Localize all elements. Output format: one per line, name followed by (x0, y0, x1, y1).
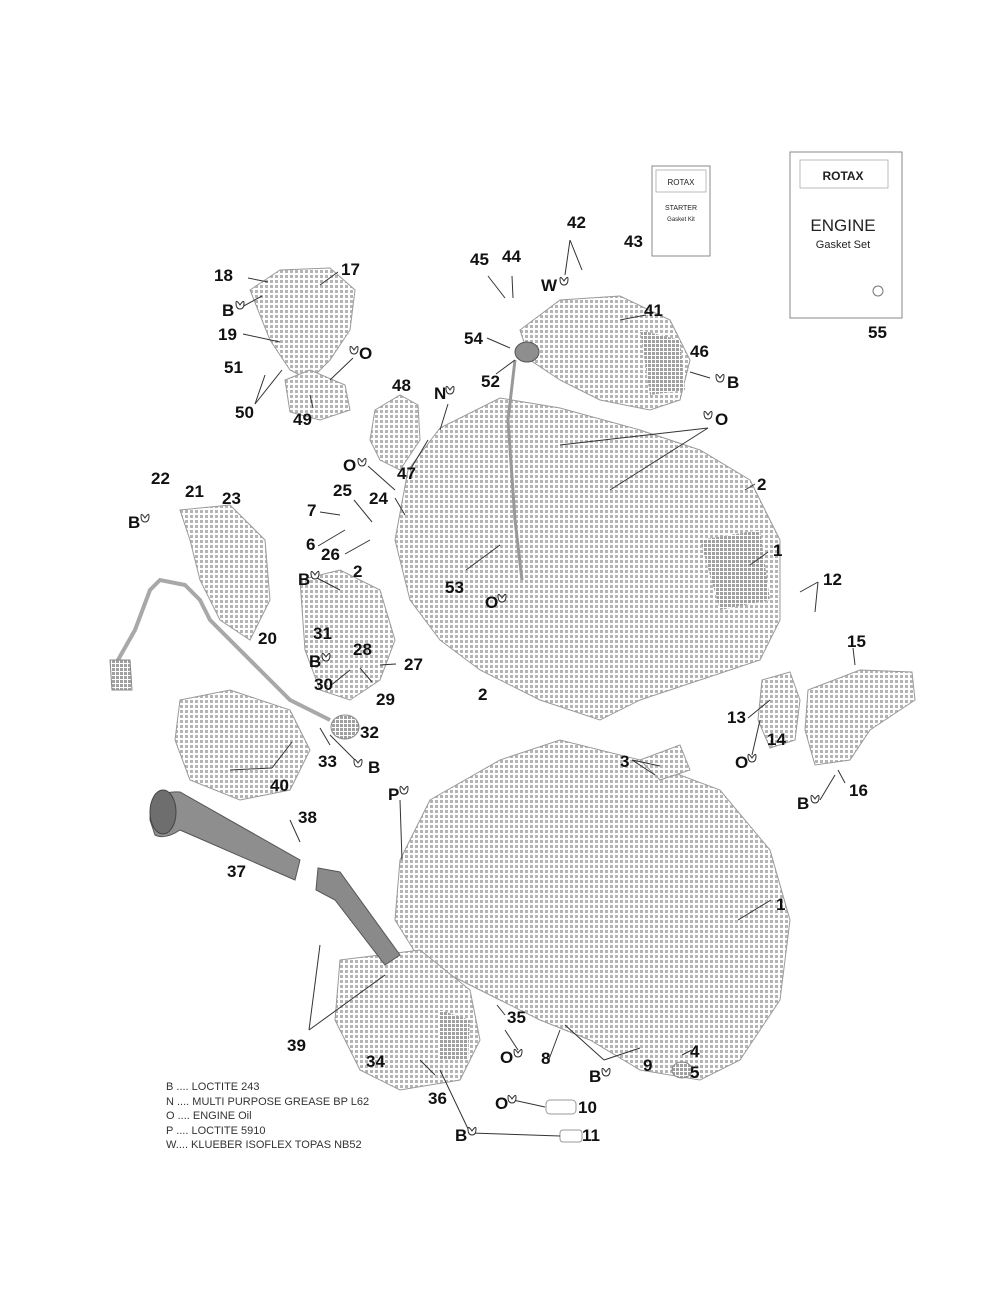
callout-47: 47 (397, 464, 416, 483)
callout-7: 7 (307, 501, 317, 520)
callout-50: 50 (235, 403, 254, 422)
callout-36: 36 (428, 1089, 447, 1108)
marker-o-6: O (500, 1048, 514, 1067)
callout-8: 8 (541, 1049, 551, 1068)
callout-5: 5 (690, 1063, 700, 1082)
engine-kit-line1: ENGINE (810, 216, 876, 235)
callout-40: 40 (270, 776, 289, 795)
callout-24: 24 (369, 489, 388, 508)
callout-41: 41 (644, 301, 663, 320)
fitting-cluster-21-23 (180, 505, 270, 640)
callout-20: 20 (258, 629, 277, 648)
callout-34: 34 (366, 1052, 385, 1071)
engine-gasket-set-box (790, 152, 902, 318)
marker-b-7: B (797, 794, 810, 813)
starter-kit-line2: Gasket Kit (667, 217, 695, 223)
callout-6: 6 (306, 535, 316, 554)
callout-29: 29 (376, 690, 395, 709)
legend-item-n: N .... MULTI PURPOSE GREASE BP L62 (166, 1095, 370, 1108)
callout-22: 22 (151, 469, 170, 488)
legend-item-p: P .... LOCTITE 5910 (166, 1124, 266, 1137)
rotary-valve-cover (250, 268, 355, 380)
callout-39: 39 (287, 1036, 306, 1055)
marker-o-7: O (495, 1094, 509, 1113)
legend-item-w: W.... KLUEBER ISOFLEX TOPAS NB52 (166, 1139, 362, 1151)
marker-o-3: O (485, 593, 499, 612)
marker-b-4: B (309, 652, 322, 671)
callout-43: 43 (624, 232, 643, 251)
marker-w-1: W (541, 276, 558, 295)
legend-item-b: B .... LOCTITE 243 (166, 1081, 260, 1093)
callout-15: 15 (847, 632, 866, 651)
callout-4: 4 (690, 1042, 700, 1061)
callout-17: 17 (341, 260, 360, 279)
callout-2a: 2 (757, 475, 767, 494)
callout-25: 25 (333, 481, 352, 500)
callout-21: 21 (185, 482, 204, 501)
callout-16: 16 (849, 781, 868, 800)
callout-38: 38 (298, 808, 317, 827)
callout-49: 49 (293, 410, 312, 429)
callout-12: 12 (823, 570, 842, 589)
engine-kit-brand: ROTAX (822, 169, 864, 183)
part-32 (331, 715, 359, 739)
callout-44: 44 (502, 247, 521, 266)
callout-23: 23 (222, 489, 241, 508)
callout-42: 42 (567, 213, 586, 232)
marker-b-8: B (589, 1067, 602, 1086)
marker-b-6: B (727, 373, 740, 392)
callout-37: 37 (227, 862, 246, 881)
callout-28: 28 (353, 640, 372, 659)
marker-o-5: O (735, 753, 749, 772)
callout-27: 27 (404, 655, 423, 674)
callout-19: 19 (218, 325, 237, 344)
callout-3: 3 (620, 752, 630, 771)
callout-54: 54 (464, 329, 483, 348)
callout-18: 18 (214, 266, 233, 285)
part-10 (546, 1100, 576, 1114)
callout-1b: 1 (776, 895, 786, 914)
callout-2b: 2 (353, 562, 363, 581)
part-54 (515, 342, 539, 362)
marker-o-4: O (715, 410, 729, 429)
callout-1a: 1 (773, 541, 783, 560)
marker-b-1: B (222, 301, 235, 320)
marker-n-1: N (434, 384, 447, 403)
callout-26: 26 (321, 545, 340, 564)
callout-53: 53 (445, 578, 464, 597)
callout-55: 55 (868, 323, 887, 342)
callout-9: 9 (643, 1056, 653, 1075)
marker-o-2: O (343, 456, 357, 475)
callout-48: 48 (392, 376, 411, 395)
legend-item-o: O .... ENGINE Oil (166, 1110, 252, 1122)
exhaust-pipe-39 (316, 868, 400, 965)
callout-46: 46 (690, 342, 709, 361)
starter-kit-line1: STARTER (664, 205, 698, 212)
callout-32: 32 (360, 723, 379, 742)
callout-10: 10 (578, 1098, 597, 1117)
marker-b-3: B (298, 570, 311, 589)
part-11 (560, 1130, 582, 1142)
part-15-16 (805, 670, 915, 765)
application-legend (166, 1080, 426, 1153)
callout-33: 33 (318, 752, 337, 771)
marker-o-1: O (359, 344, 373, 363)
part-48 (370, 395, 420, 470)
callout-13: 13 (727, 708, 746, 727)
callout-52: 52 (481, 372, 500, 391)
engine-kit-line2: Gasket Set (815, 239, 871, 251)
marker-p-1: P (388, 785, 400, 804)
callout-11: 11 (582, 1126, 600, 1145)
marker-b-2: B (128, 513, 141, 532)
callout-2c: 2 (478, 685, 488, 704)
callout-31: 31 (313, 624, 332, 643)
marker-b-5: B (368, 758, 381, 777)
marker-b-9: B (455, 1126, 468, 1145)
callout-30: 30 (314, 675, 333, 694)
starter-kit-brand: ROTAX (667, 178, 695, 187)
callout-35: 35 (507, 1008, 526, 1027)
callout-14: 14 (767, 730, 786, 749)
callout-45: 45 (470, 250, 489, 269)
part-5 (672, 1062, 692, 1078)
callout-51: 51 (224, 358, 243, 377)
starter-gasket-kit-box (652, 166, 710, 256)
